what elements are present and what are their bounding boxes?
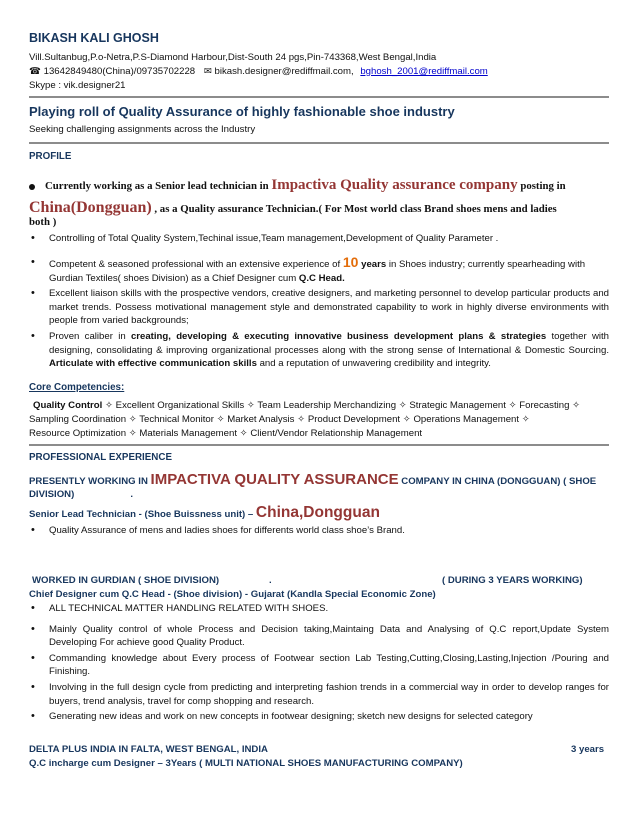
job3-company: DELTA PLUS INDIA IN FALTA, WEST BENGAL, INDIA <box>29 744 268 755</box>
candidate-name: BIKASH KALI GHOSH <box>29 31 159 45</box>
divider <box>29 142 609 144</box>
profile-bullets-b <box>29 256 609 371</box>
competencies-line1: Quality Control ✧ Excellent Organizational Skills ✧ Team Leadership Merchandizing ✧ Strategic Management ✧ Forecasting ✧ <box>33 400 581 411</box>
contact-line <box>29 66 488 77</box>
experience-heading: PROFESSIONAL EXPERIENCE <box>29 452 172 463</box>
list-item: • ALL TECHNICAL MATTER HANDLING RELATED WITH SHOES. <box>29 602 609 616</box>
email-primary: bikash.designer@rediffmail.com, <box>214 66 354 77</box>
job2-dot: . <box>269 575 272 586</box>
profile-bullets-a <box>29 232 609 246</box>
address: Vill.Sultanbug,P.o-Netra,P.S-Diamond Harbour,Dist-South 24 pgs,Pin-743368,West Bengal,India <box>29 52 437 63</box>
profile-intro-line1: Currently working as a Senior lead technician in Impactiva Quality assurance company posting in <box>29 177 566 194</box>
list-item: • Proven caliber in creating, developing & executing innovative business development plans & strategies together with designing, consolidating & improving organizational processes along with the strong sense of International & Domestic Sourcing. Articulate with effective communication skills and a reputation of unwavering credibility and integrity. <box>29 330 609 371</box>
skype-id: Skype : vik.designer21 <box>29 80 126 91</box>
job2-company: WORKED IN GURDIAN ( SHOE DIVISION) <box>32 575 220 586</box>
email-icon: ✉ <box>203 66 212 77</box>
list-item: • Competent & seasoned professional with an extensive experience of 10 years in Shoes industry; currently spearheading with Gurdian Textiles( shoes Division) as a Chief Designer cum Q.C Head. <box>29 256 609 285</box>
job1-title: Senior Lead Technician - (Shoe Buissness unit) – China,Dongguan <box>29 504 380 521</box>
job2-bullets <box>29 602 609 724</box>
intro-city: China(Dongguan) <box>29 199 152 216</box>
email-secondary-link[interactable]: bghosh_2001@rediffmail.com <box>360 66 488 77</box>
competencies-heading: Core Competencies: <box>29 382 125 393</box>
profile-heading: PROFILE <box>29 151 72 162</box>
job2-title: Chief Designer cum Q.C Head - (Shoe division) - Gujarat (Kandla Special Economic Zone) <box>29 589 436 600</box>
list-item: • Generating new ideas and work on new concepts in footwear designing; sketch new designs for selected category <box>29 710 609 724</box>
objective-subtitle: Seeking challenging assignments across the Industry <box>29 124 256 135</box>
list-item: • Controlling of Total Quality System,Techinal issue,Team management,Development of Quality Parameter . <box>29 232 609 246</box>
divider <box>29 444 609 446</box>
job1-line1: PRESENTLY WORKING IN IMPACTIVA QUALITY ASSURANCE COMPANY IN CHINA (DONGGUAN) ( SHOE <box>29 471 597 488</box>
job1-bullets <box>29 524 609 538</box>
job1-line2: DIVISION) . <box>29 489 133 500</box>
experience-years: 10 <box>342 254 359 270</box>
job3-duration: 3 years <box>571 744 605 755</box>
intro-company: Impactiva Quality assurance company <box>271 177 518 193</box>
objective-title: Playing roll of Quality Assurance of highly fashionable shoe industry <box>29 104 455 119</box>
list-item: • Commanding knowledge about Every process of Footwear section Lab Testing,Cutting,Closing,Lasting,Injection /Pouring and Finishing. <box>29 652 609 679</box>
phone-icon: ☎ <box>29 66 41 77</box>
list-item: • Involving in the full design cycle from predicting and interpreting fashion trends in a commercial way in order to develop ranges for buyers, trend analysis, travel for comp shopping and research. <box>29 681 609 708</box>
competencies-line3: Resource Optimization ✧ Materials Management ✧ Client/Vendor Relationship Management <box>29 428 423 439</box>
bullet-icon <box>29 184 35 190</box>
list-item: • Mainly Quality control of whole Process and Decision taking,Maintaing Data and Analysing of Q.C report,Update System Developing For achieve good Quality Product. <box>29 623 609 650</box>
job3-title: Q.C incharge cum Designer – 3Years ( MULTI NATIONAL SHOES MANUFACTURING COMPANY) <box>29 758 463 769</box>
job1-city: China,Dongguan <box>255 504 380 521</box>
competencies-line2: Sampling Coordination ✧ Technical Monitor ✧ Market Analysis ✧ Product Development ✧ Operations Management ✧ <box>29 414 530 425</box>
profile-intro-line2: China(Dongguan) , as a Quality assurance Technician.( For Most world class Brand shoes mens and ladies <box>29 199 557 216</box>
list-item: • Excellent liaison skills with the prospective vendors, creative designers, and marketing personnel to develop particular products and market trends. Possess motivational management style and demonstrated capability to work in highly diverse environments with people from varied backgrounds; <box>29 287 609 328</box>
list-item: • Quality Assurance of mens and ladies shoes for differents world class shoe’s Brand. <box>29 524 609 538</box>
profile-intro-line3: both ) <box>29 216 57 228</box>
job1-company: IMPACTIVA QUALITY ASSURANCE <box>150 471 399 488</box>
job2-duration: ( DURING 3 YEARS WORKING) <box>442 575 583 586</box>
phone-number: 13642849480(China)/09735702228 <box>43 66 196 77</box>
divider <box>29 96 609 98</box>
